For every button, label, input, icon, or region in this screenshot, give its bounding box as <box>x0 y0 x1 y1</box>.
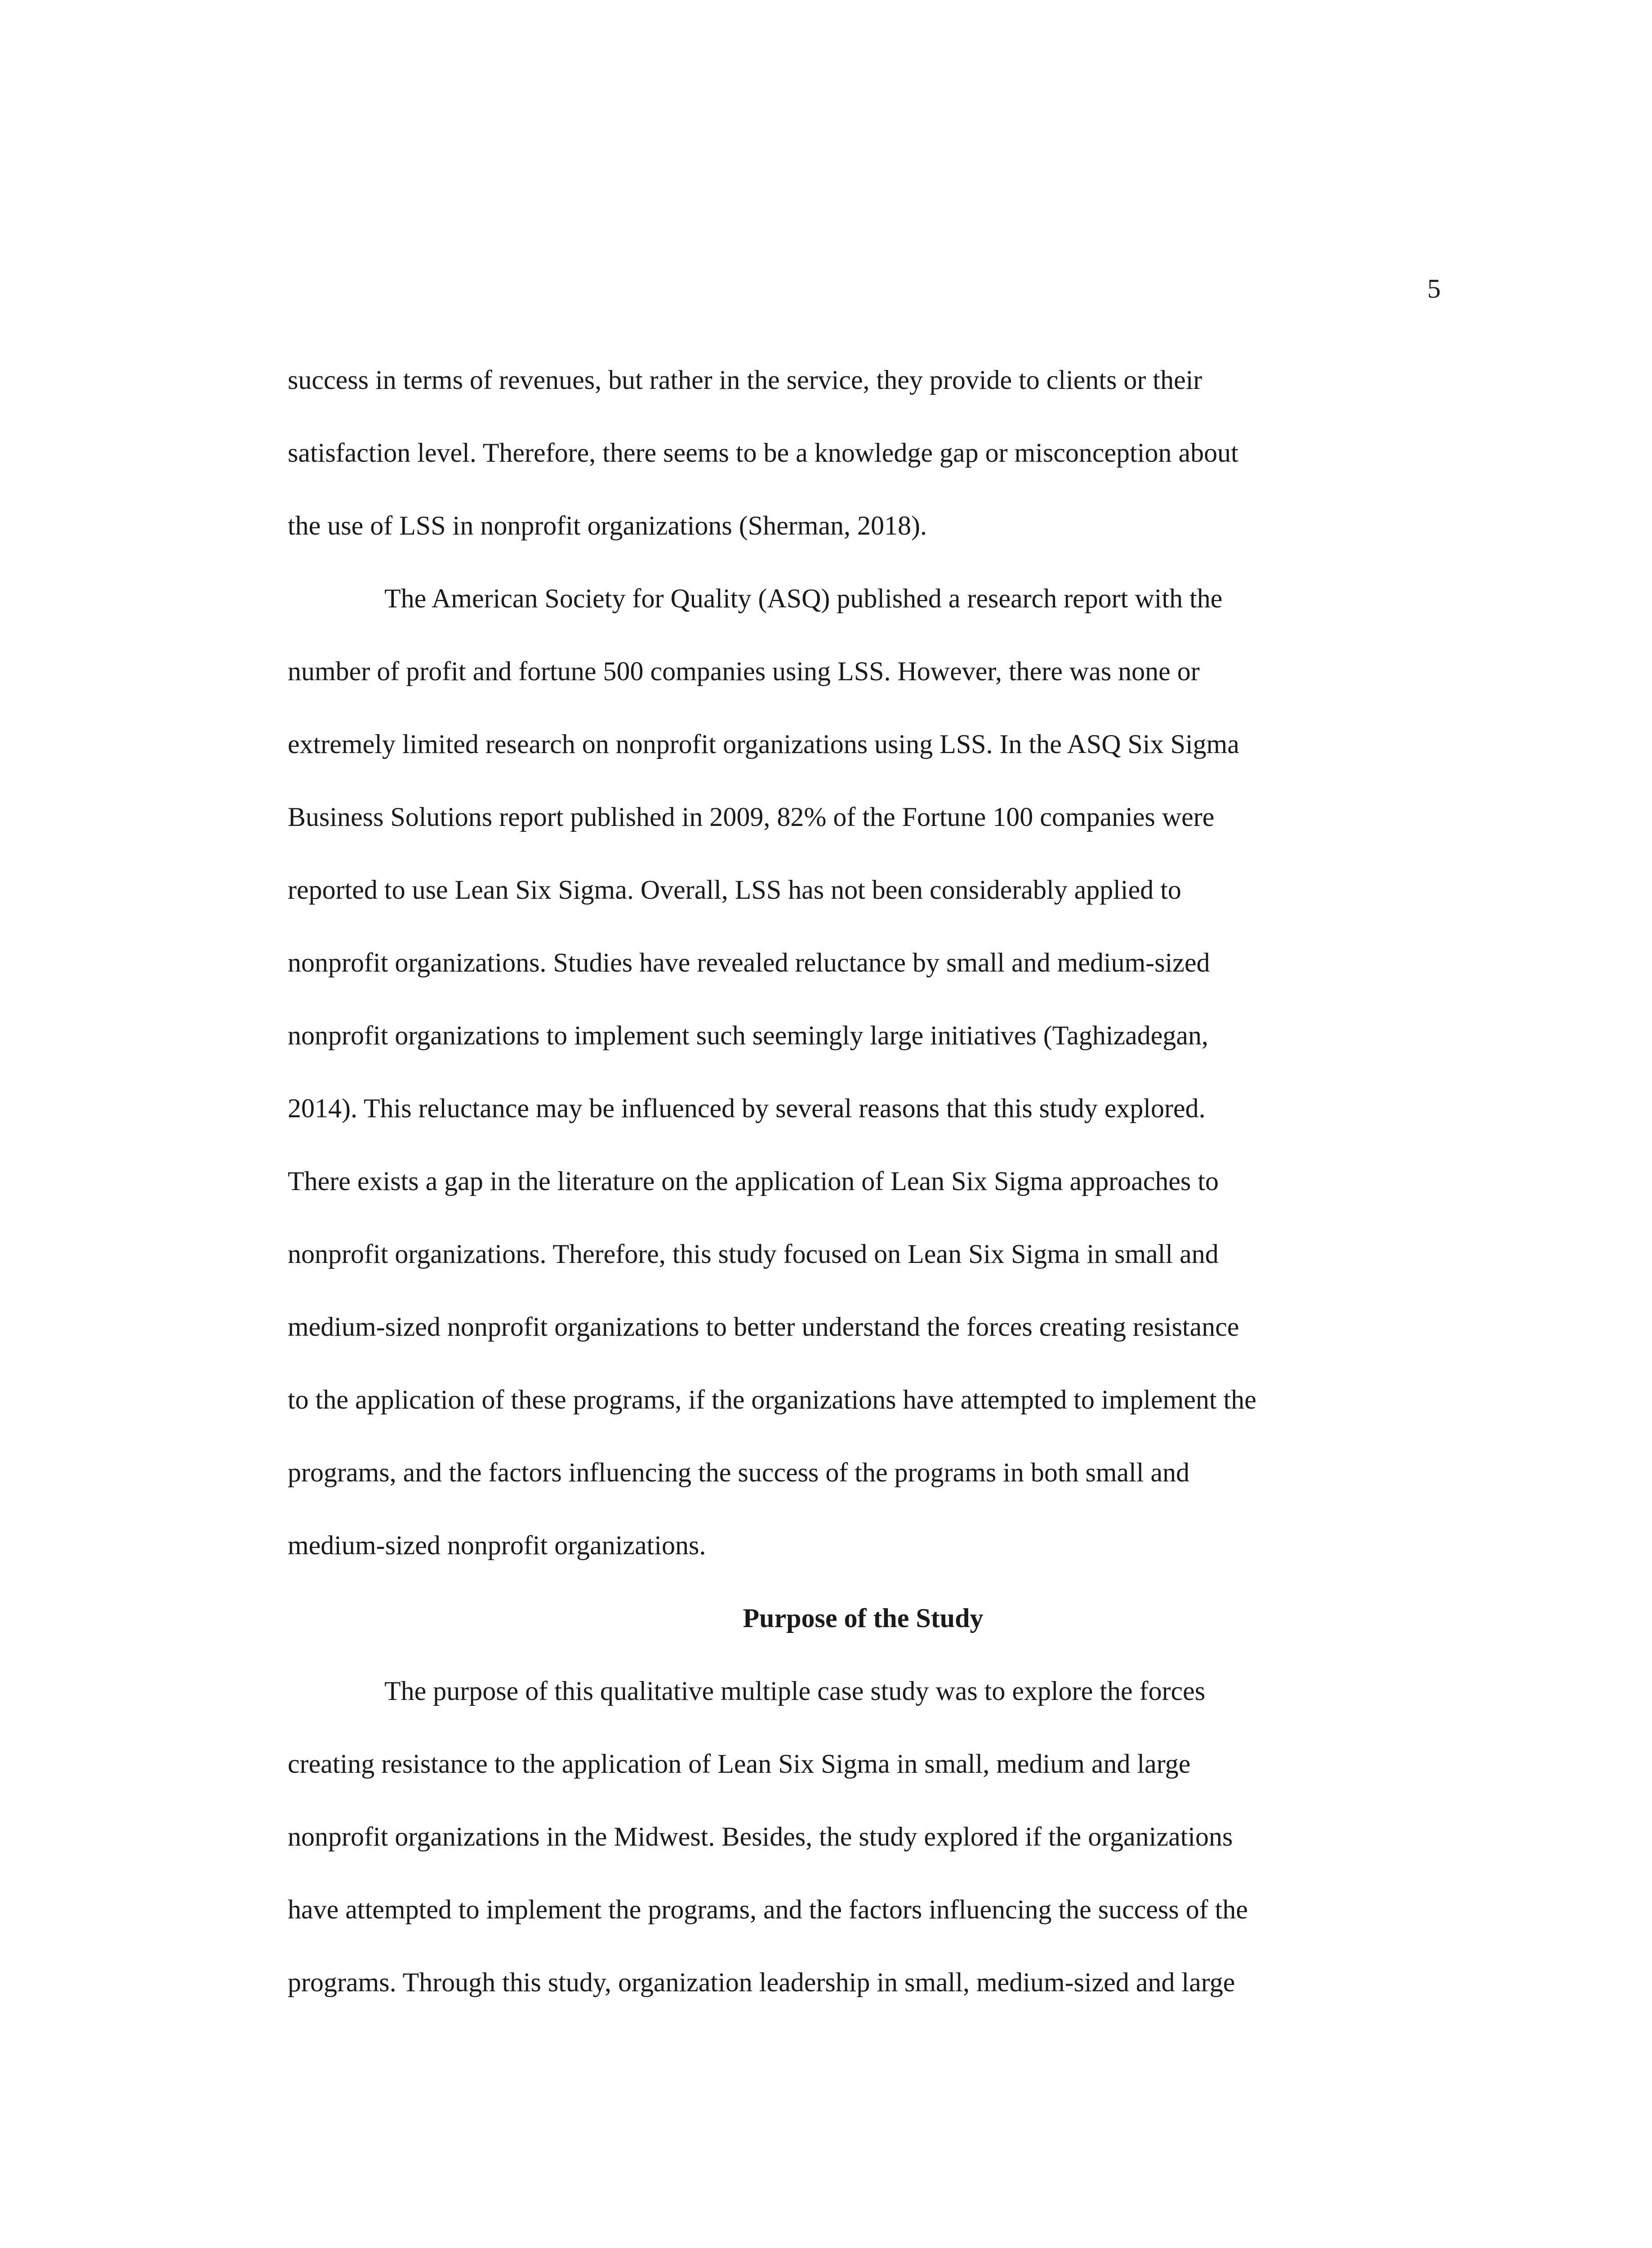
text-line: nonprofit organizations in the Midwest. Besides, the study explored if the organizations <box>288 1822 1233 1851</box>
text-line: number of profit and fortune 500 companies using LSS. However, there was none or <box>288 656 1200 686</box>
text-line: have attempted to implement the programs, and the factors influencing the success of the <box>288 1895 1248 1924</box>
text-line: The purpose of this qualitative multiple case study was to explore the forces <box>384 1676 1206 1706</box>
text-line: nonprofit organizations. Studies have revealed reluctance by small and medium-sized <box>288 948 1210 977</box>
text-line: creating resistance to the application of Lean Six Sigma in small, medium and large <box>288 1749 1191 1779</box>
text-line: reported to use Lean Six Sigma. Overall, LSS has not been considerably applied to <box>288 875 1181 905</box>
text-line: There exists a gap in the literature on the application of Lean Six Sigma approaches to <box>288 1166 1219 1196</box>
section-heading: Purpose of the Study <box>743 1603 984 1633</box>
text-line: medium-sized nonprofit organizations to better understand the forces creating resistance <box>288 1312 1239 1342</box>
page-number: 5 <box>1427 274 1441 303</box>
text-line: nonprofit organizations. Therefore, this study focused on Lean Six Sigma in small and <box>288 1239 1219 1269</box>
text-line: Business Solutions report published in 2009, 82% of the Fortune 100 companies were <box>288 802 1215 832</box>
text-line: 2014). This reluctance may be influenced by several reasons that this study explored. <box>288 1093 1206 1123</box>
text-line: success in terms of revenues, but rather in the service, they provide to clients or their <box>288 365 1202 395</box>
text-line: extremely limited research on nonprofit organizations using LSS. In the ASQ Six Sigma <box>288 729 1239 759</box>
text-line: to the application of these programs, if the organizations have attempted to implement the <box>288 1385 1256 1414</box>
text-line: programs, and the factors influencing the success of the programs in both small and <box>288 1458 1190 1487</box>
text-line: The American Society for Quality (ASQ) published a research report with the <box>384 584 1223 613</box>
text-line: nonprofit organizations to implement such seemingly large initiatives (Taghizadegan, <box>288 1021 1209 1050</box>
text-line: medium-sized nonprofit organizations. <box>288 1530 706 1560</box>
text-line: the use of LSS in nonprofit organizations (Sherman, 2018). <box>288 511 927 540</box>
body-text <box>288 360 1438 2035</box>
text-line: programs. Through this study, organization leadership in small, medium-sized and large <box>288 1967 1235 1997</box>
text-line: satisfaction level. Therefore, there seems to be a knowledge gap or misconception about <box>288 438 1238 468</box>
